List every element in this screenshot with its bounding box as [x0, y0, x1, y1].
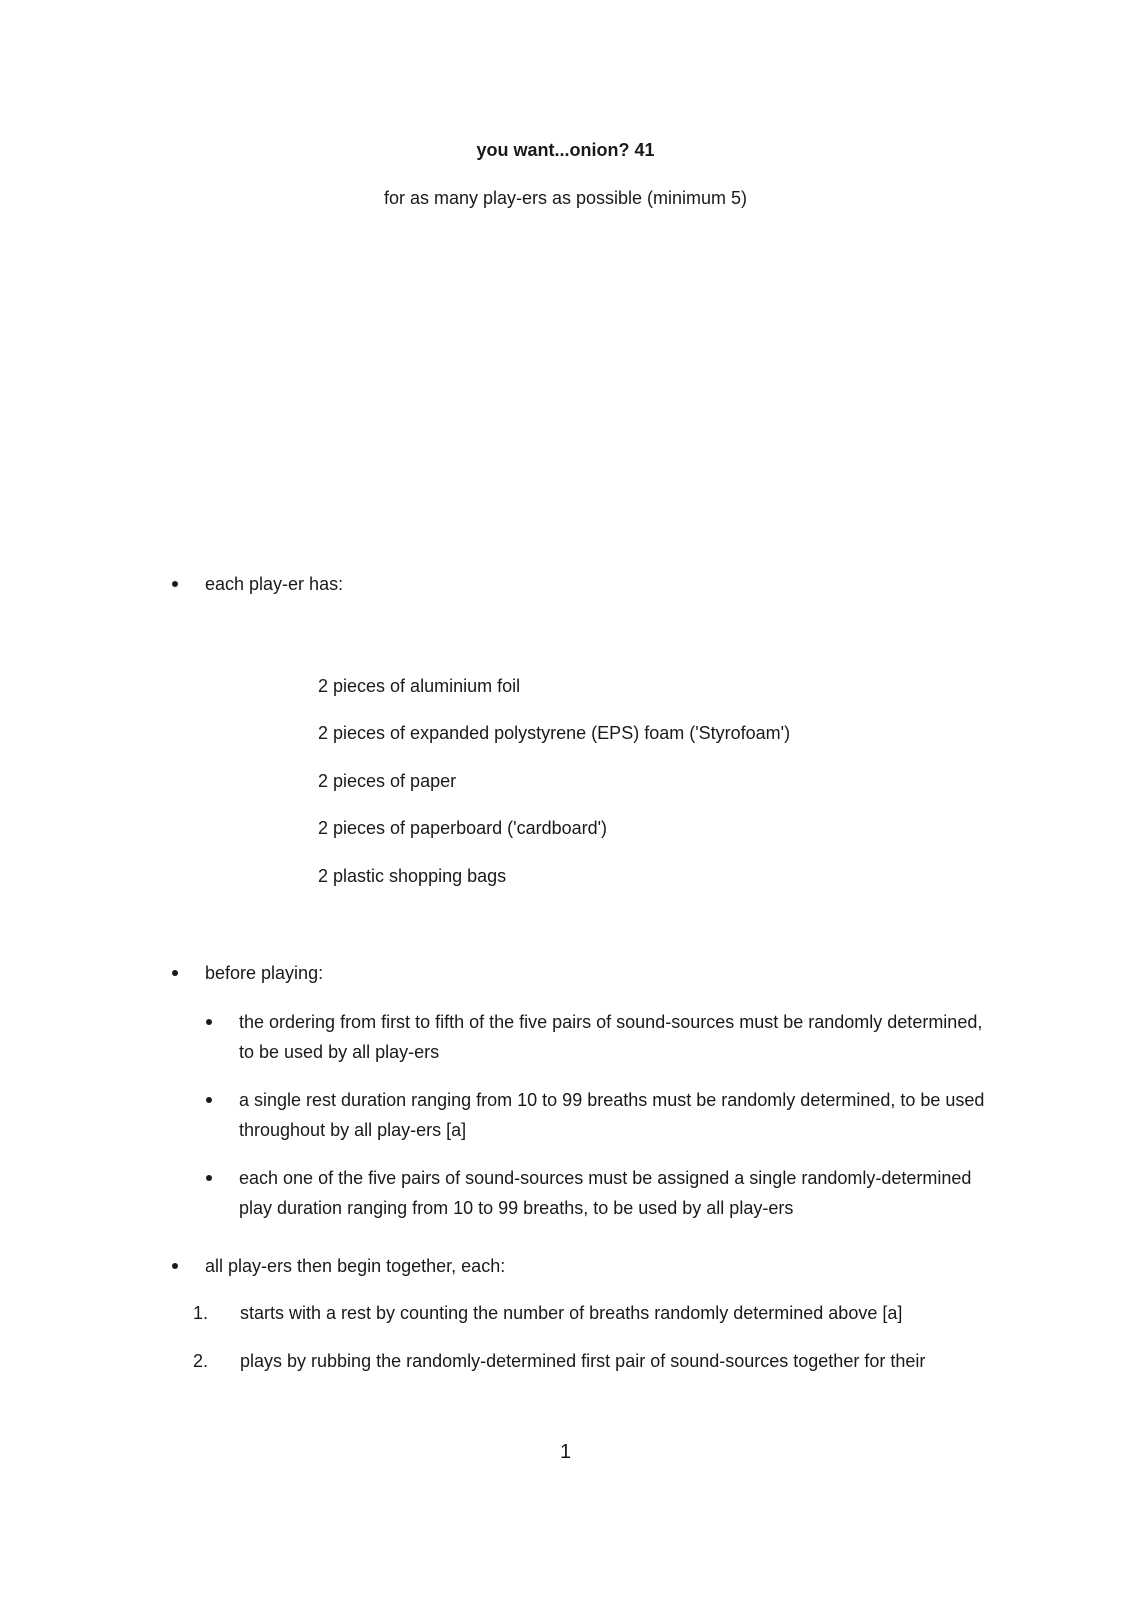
- material-item: 2 pieces of expanded polystyrene (EPS) foam ('Styrofoam'): [318, 723, 791, 743]
- material-item: 2 pieces of paper: [318, 771, 457, 791]
- document-subtitle: for as many play-ers as possible (minimum 5): [383, 188, 748, 208]
- material-item: 2 pieces of paperboard ('cardboard'): [318, 818, 608, 838]
- material-item: 2 plastic shopping bags: [318, 866, 507, 886]
- preparation-item: a single rest duration ranging from 10 to 99 breaths must be randomly determined, to be used throughout by all play-ers [a]: [239, 1090, 985, 1140]
- bullet-icon: [206, 1019, 212, 1025]
- page-number: 1: [559, 1441, 572, 1463]
- bullet-icon: [206, 1097, 212, 1103]
- preparation-item: each one of the five pairs of sound-sources must be assigned a single randomly-determined play duration ranging from 10 to 99 breaths, to be used by all play-ers: [239, 1168, 972, 1218]
- step-number: 1.: [193, 1303, 209, 1323]
- section-heading-before-playing: before playing:: [205, 963, 324, 983]
- bullet-icon: [206, 1175, 212, 1181]
- step-text: starts with a rest by counting the number of breaths randomly determined above [a]: [240, 1303, 903, 1323]
- bullet-icon: [172, 1263, 178, 1269]
- step-number: 2.: [193, 1351, 209, 1371]
- document-title: you want...onion? 41: [476, 140, 655, 160]
- preparation-item: the ordering from first to fifth of the five pairs of sound-sources must be randomly determined, to be used by all play-ers: [239, 1012, 983, 1062]
- section-heading-begin: all play-ers then begin together, each:: [205, 1256, 506, 1276]
- section-heading-materials: each play-er has:: [205, 574, 344, 594]
- material-item: 2 pieces of aluminium foil: [318, 676, 521, 696]
- bullet-icon: [172, 970, 178, 976]
- step-text: plays by rubbing the randomly-determined first pair of sound-sources together for their: [240, 1351, 926, 1371]
- bullet-icon: [172, 581, 178, 587]
